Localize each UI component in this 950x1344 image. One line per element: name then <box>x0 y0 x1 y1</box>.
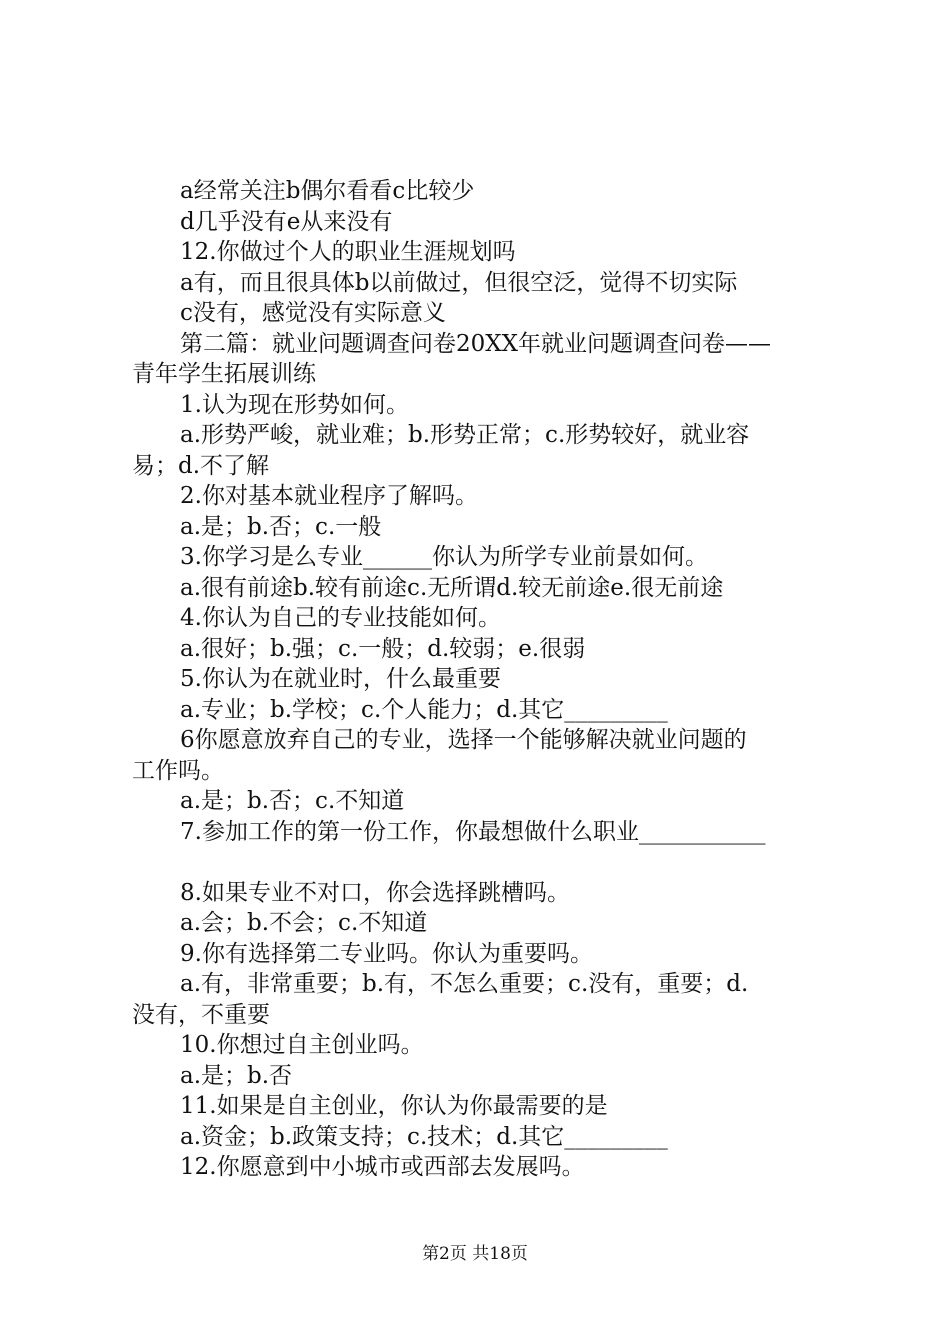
text-line-5: c没有，感觉没有实际意义 <box>180 300 446 326</box>
text-line-4: a有，而且很具体b以前做过，但很空泛，觉得不切实际 <box>180 269 738 296</box>
blank-line <box>132 847 832 878</box>
page-footer: 第2页 共18页 <box>422 1244 528 1264</box>
question-5-options: a.专业；b.学校；c.个人能力；d.其它_________ <box>180 696 668 723</box>
question-6-options: a.是；b.否；c.不知道 <box>180 788 405 814</box>
question-3: 3.你学习是么专业______你认为所学专业前景如何。 <box>180 544 708 570</box>
question-9-options-line-2: 没有，不重要 <box>132 1001 270 1028</box>
question-9-options-line-1: a.有，非常重要；b.有，不怎么重要；c.没有，重要；d. <box>180 971 749 997</box>
question-11: 11.如果是自主创业，你认为你最需要的是 <box>180 1093 608 1119</box>
document-body <box>132 176 832 1183</box>
section-heading-line-1: 第二篇：就业问题调查问卷20XX年就业问题调查问卷—— <box>180 330 772 357</box>
question-4-options: a.很好；b.强；c.一般；d.较弱；e.很弱 <box>180 635 586 662</box>
question-8: 8.如果专业不对口，你会选择跳槽吗。 <box>180 879 570 906</box>
question-1-options-line-1: a.形势严峻，就业难；b.形势正常；c.形势较好，就业容 <box>180 422 750 448</box>
question-1-options-line-2: 易；d.不了解 <box>132 452 270 479</box>
question-7: 7.参加工作的第一份工作，你最想做什么职业___________ <box>180 818 766 845</box>
section-heading-line-2: 青年学生拓展训练 <box>132 361 316 387</box>
question-11-options: a.资金；b.政策支持；c.技术；d.其它_________ <box>180 1123 668 1150</box>
text-line-3: 12.你做过个人的职业生涯规划吗 <box>180 239 516 265</box>
question-3-options: a.很有前途b.较有前途c.无所谓d.较无前途e.很无前途 <box>180 574 724 601</box>
text-line-1: a经常关注b偶尔看看c比较少 <box>180 178 475 204</box>
question-12: 12.你愿意到中小城市或西部去发展吗。 <box>180 1154 585 1180</box>
question-9: 9.你有选择第二专业吗。你认为重要吗。 <box>180 940 593 967</box>
question-2-options: a.是；b.否；c.一般 <box>180 513 382 540</box>
question-6-line-2: 工作吗。 <box>132 757 224 784</box>
text-line-2: d几乎没有e从来没有 <box>180 208 393 235</box>
question-6-line-1: 6你愿意放弃自己的专业，选择一个能够解决就业问题的 <box>180 727 747 753</box>
question-4: 4.你认为自己的专业技能如何。 <box>180 605 501 631</box>
question-10: 10.你想过自主创业吗。 <box>180 1032 424 1058</box>
question-5: 5.你认为在就业时，什么最重要 <box>180 666 501 692</box>
question-2: 2.你对基本就业程序了解吗。 <box>180 483 478 509</box>
question-1: 1.认为现在形势如何。 <box>180 391 409 418</box>
question-10-options: a.是；b.否 <box>180 1062 293 1089</box>
question-8-options: a.会；b.不会；c.不知道 <box>180 910 428 936</box>
